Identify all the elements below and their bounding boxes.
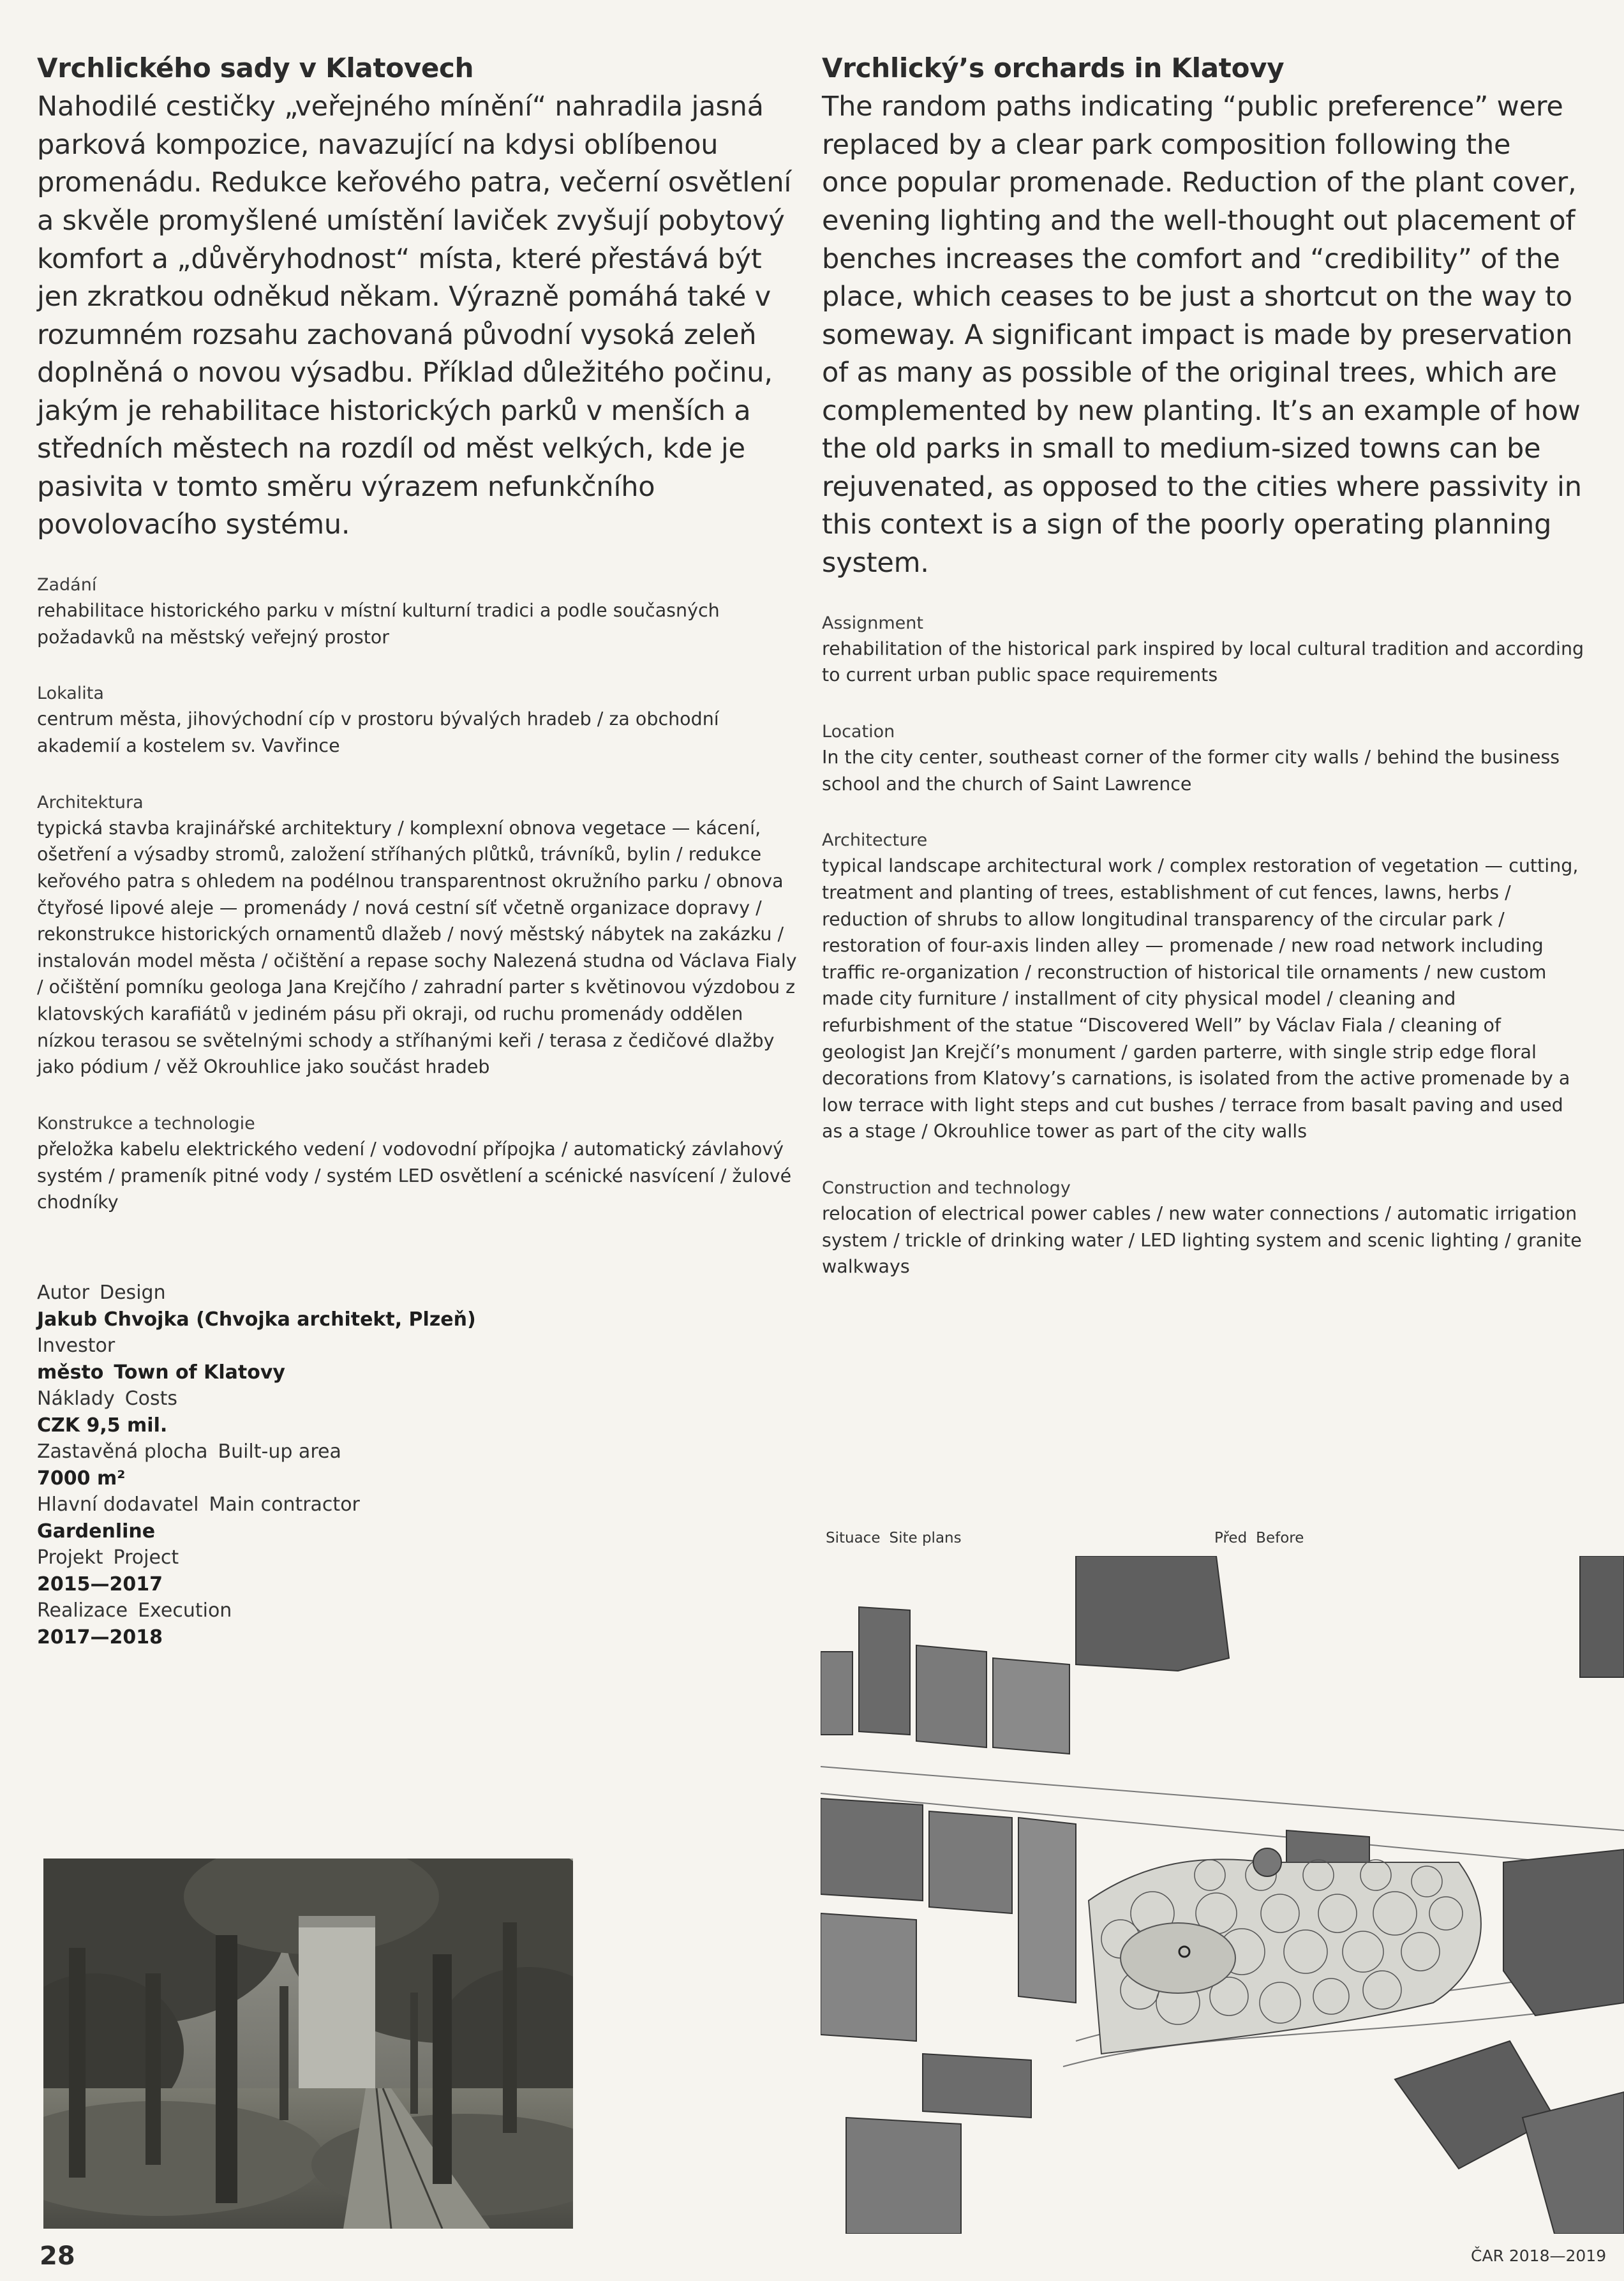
credit-label-cz: Investor — [37, 1335, 115, 1357]
section-text: typická stavba krajinářské architektury / komplexní obnova vegetace — kácení, ošetření a výsadby stromů, založení stříhaných plůtků, trávníků, bylin / redukce keřového patra s ohledem na podélnou transparentnost okružního parku / obnova čtyřosé lipové aleje — promenády / nová cestní síť včetně organizace dopravy / rekonstrukce historických ornamentů dlažeb / nový městský nábytek na zakázku / instalován model města / očištění a repase sochy Nalezená studna od Václava Fialy / očištění pomníku geologa Jana Krejčího / zahradní parter s květinovou výzdobou z klatovských karafiátů v jediném pásu při okraji, od ruchu promenády oddělen nízkou terasou se světelnými schody a stříhanými keři / terasa z čedičové dlažby jako pódium / věž Okrouhlice jako součást hradeb — [37, 817, 797, 1078]
section-title: Konstrukce a technologie — [37, 1113, 255, 1133]
credit-label — [37, 1280, 611, 1306]
site-plan-caption — [826, 1530, 962, 1546]
credit-value-cz: 2017—2018 — [37, 1626, 163, 1649]
credits-block — [37, 1280, 611, 1650]
section-text: přeložka kabelu elektrického vedení / vodovodní přípojka / automatický závlahový systém / prameník pitné vody / systém LED osvětlení a scénické nasvícení / žulové chodníky — [37, 1139, 792, 1213]
site-plan — [821, 1556, 1624, 2234]
credit-label-cz: Hlavní dodavatel — [37, 1493, 199, 1516]
section-text: rehabilitation of the historical park inspired by local cultural tradition and according to current urban public space requirements — [822, 638, 1584, 686]
section-text: relocation of electrical power cables / new water connections / automatic irrigation system / trickle of drinking water / LED lighting system and scenic lighting / granite walkways — [822, 1203, 1582, 1278]
caption-en: Site plans — [889, 1530, 962, 1546]
czech-column — [37, 52, 800, 1216]
credit-label — [37, 1333, 611, 1359]
page-number: 28 — [40, 2241, 75, 2271]
section-title: Assignment — [822, 613, 923, 633]
credit-value-cz: CZK 9,5 mil. — [37, 1414, 168, 1437]
section-title: Architektura — [37, 792, 144, 812]
credit-label-cz: Náklady — [37, 1387, 115, 1410]
english-section-location — [822, 719, 1584, 797]
credit-label — [37, 1492, 611, 1518]
credit-label-en: Main contractor — [209, 1493, 360, 1516]
credit-label-cz: Projekt — [37, 1546, 103, 1569]
credit-label-en: Built-up area — [218, 1440, 341, 1463]
credit-value — [37, 1571, 611, 1598]
section-title: Construction and technology — [822, 1178, 1071, 1199]
credit-label — [37, 1597, 611, 1624]
caption-cz: Situace — [826, 1530, 881, 1546]
credit-value-cz: Jakub Chvojka (Chvojka architekt, Plzeň) — [37, 1308, 476, 1331]
credit-value — [37, 1518, 611, 1545]
caption-en: Before — [1256, 1530, 1304, 1546]
section-title: Lokalita — [37, 684, 104, 704]
before-caption — [1214, 1530, 1304, 1546]
section-text: typical landscape architectural work / complex restoration of vegetation — cutting, treatment and planting of trees, establishment of cut fences, lawns, herbs / reduction of shrubs to allow longitudinal transparency of the circular park / restoration of four-axis linden alley — promenade / new road network including traffic re-organization / reconstruction of historical tile ornaments / new custom made city furniture / installment of city physical model / cleaning and refurbishment of the statue “Discovered Well” by Václav Fiala / cleaning of geologist Jan Krejčí’s monument / garden parterre, with single strip edge floral decorations from Klatovy’s carnations, is isolated from the active promenade by a low terrace with light steps and cut bushes / terrace from basalt paving and used as a stage / Okrouhlice tower as part of the city walls — [822, 855, 1579, 1142]
credit-label-en: Design — [100, 1282, 166, 1304]
english-title: Vrchlický’s orchards in Klatovy — [822, 52, 1285, 84]
credit-label-en: Execution — [138, 1599, 232, 1622]
english-section-assignment — [822, 611, 1584, 689]
credit-label — [37, 1386, 611, 1412]
credit-label-cz: Autor — [37, 1282, 89, 1304]
credit-value-cz: 7000 m² — [37, 1467, 126, 1490]
czech-section-location — [37, 681, 800, 759]
credit-label — [37, 1439, 611, 1465]
section-text: centrum města, jihovýchodní cíp v prostoru bývalých hradeb / za obchodní akademií a kostelem sv. Vavřince — [37, 708, 719, 757]
english-column — [822, 52, 1584, 1280]
credit-value — [37, 1624, 611, 1651]
site-plan-drawing — [821, 1556, 1624, 2234]
english-section-construction — [822, 1176, 1584, 1280]
caption-cz: Před — [1214, 1530, 1248, 1546]
credit-value — [37, 1359, 611, 1386]
credit-value — [37, 1306, 611, 1333]
journal-label: ČAR 2018—2019 — [1471, 2247, 1607, 2265]
czech-title: Vrchlického sady v Klatovech — [37, 52, 474, 84]
czech-section-assignment — [37, 572, 800, 650]
credit-label-en: Project — [113, 1546, 179, 1569]
czech-section-construction — [37, 1111, 800, 1216]
section-text: rehabilitace historického parku v místní kulturní tradici a podle současných požadavků na městský veřejný prostor — [37, 600, 720, 648]
credit-label — [37, 1544, 611, 1571]
credit-label-cz: Realizace — [37, 1599, 128, 1622]
credit-value — [37, 1465, 611, 1492]
park-photo — [43, 1858, 573, 2229]
credit-value-cz: Gardenline — [37, 1520, 156, 1543]
credit-value — [37, 1412, 611, 1439]
credit-value-en: Town of Klatovy — [114, 1361, 285, 1384]
section-title: Architecture — [822, 830, 928, 851]
czech-section-architecture — [37, 790, 800, 1081]
section-text: In the city center, southeast corner of the former city walls / behind the business school and the church of Saint Lawrence — [822, 747, 1560, 795]
park-photo-image — [43, 1858, 573, 2229]
credit-value-cz: město — [37, 1361, 104, 1384]
english-lead: The random paths indicating “public preference” were replaced by a clear park composition following the once popular promenade. Reduction of the plant cover, evening lighting and the well-thought out placement of benches increases the comfort and “credibility” of the place, which ceases to be just a shortcut on the way to someway. A significant impact is made by preservation of as many as possible of the original trees, which are complemented by new planting. It’s an example of how the old parks in small to medium-sized towns can be rejuvenated, as opposed to the cities where passivity in this context is a sign of the poorly operating planning system. — [822, 91, 1582, 579]
section-title: Zadání — [37, 574, 97, 595]
credit-label-en: Costs — [124, 1387, 178, 1410]
credit-label-cz: Zastavěná plocha — [37, 1440, 208, 1463]
english-section-architecture — [822, 828, 1584, 1145]
credit-value-cz: 2015—2017 — [37, 1573, 163, 1596]
czech-lead: Nahodilé cestičky „veřejného mínění“ nahradila jasná parková kompozice, navazující na kdysi oblíbenou promenádu. Redukce keřového patra, večerní osvětlení a skvěle promyšlené umístění laviček zvyšují pobytový komfort a „důvěryhodnost“ místa, které přestává být jen zkratkou odněkud někam. Výrazně pomáhá také v rozumném rozsahu zachovaná původní vysoká zeleň doplněná o novou výsadbu. Příklad důležitého počinu, jakým je rehabilitace historických parků v menších a středních městech na rozdíl od měst velkých, kde je pasivita v tomto směru výrazem nefunkčního povolovacího systému. — [37, 91, 792, 541]
section-title: Location — [822, 721, 895, 742]
